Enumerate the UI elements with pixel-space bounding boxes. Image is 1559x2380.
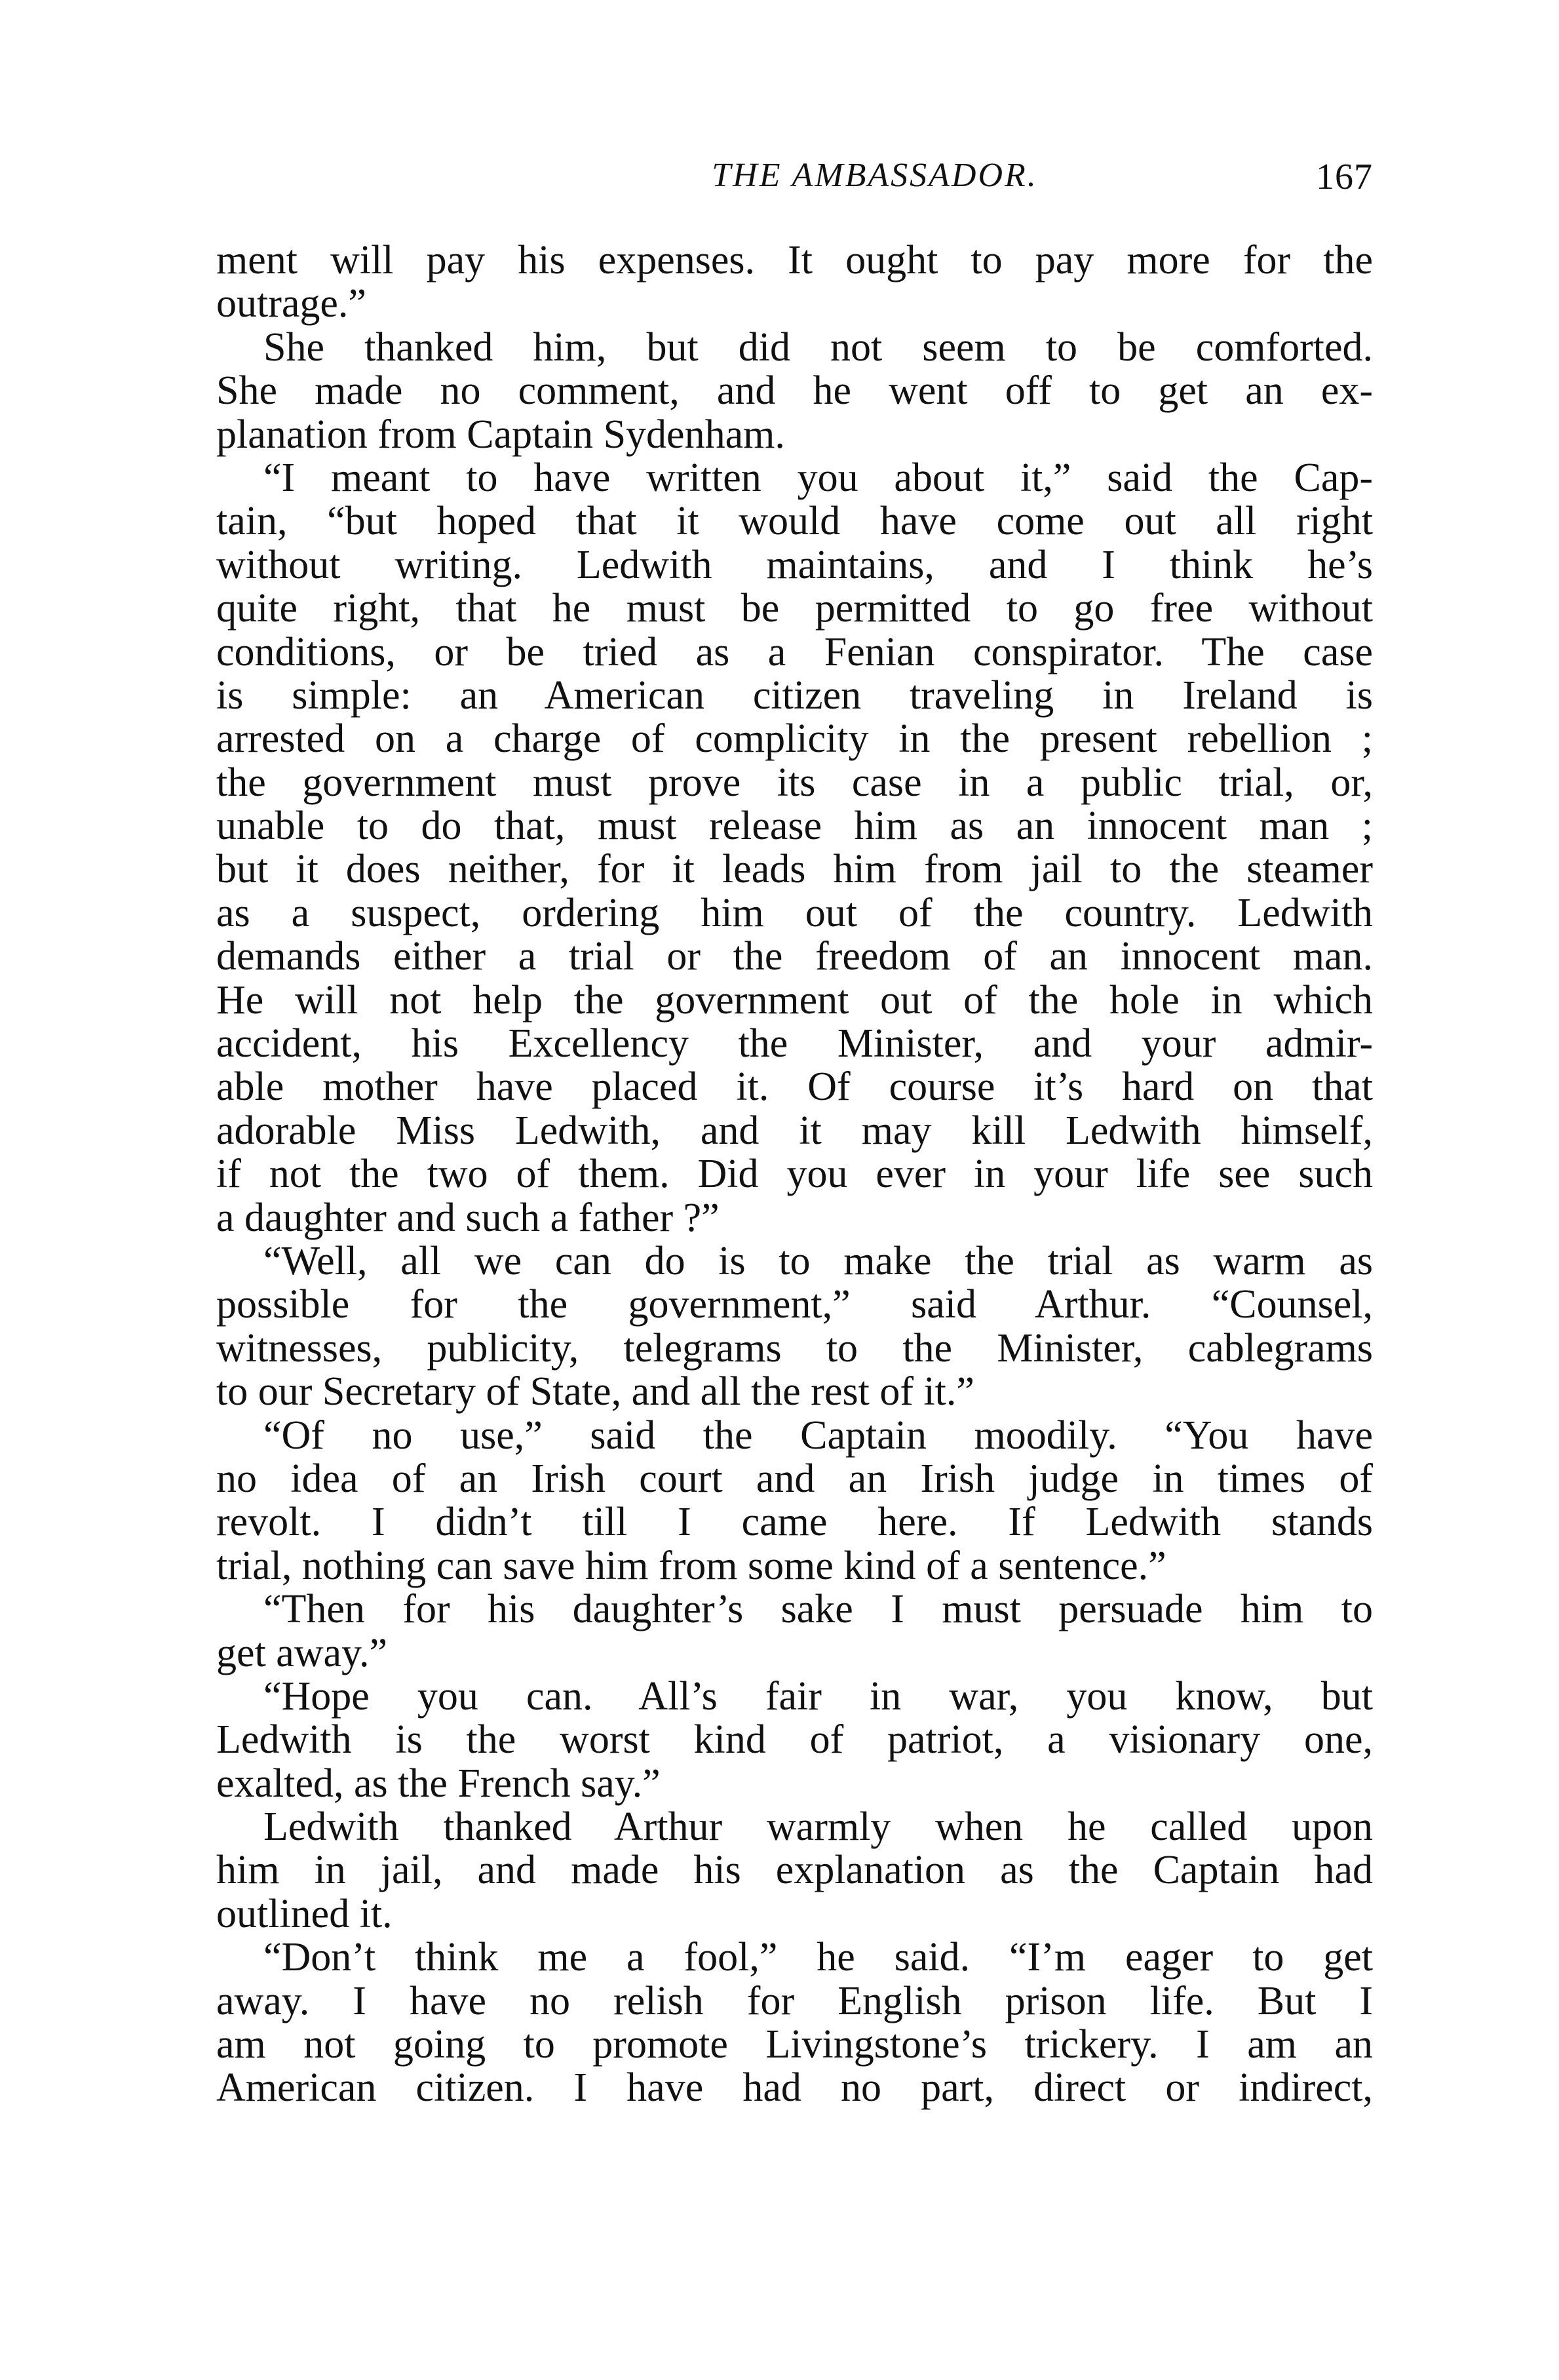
text-line: if not the two of them. Did you ever in your life see such	[216, 1152, 1373, 1197]
text-line: quite right, that he must be permitted to go free without	[216, 586, 1373, 631]
text-line: arrested on a charge of complicity in the present rebellion ;	[216, 716, 1373, 762]
text-line: revolt. I didn’t till I came here. If Ledwith stands	[216, 1500, 1373, 1545]
text-line: She thanked him, but did not seem to be comforted.	[263, 324, 1373, 370]
page-number: 167	[1316, 157, 1373, 197]
text-line: “Well, all we can do is to make the trial as warm as	[263, 1238, 1373, 1283]
text-line: as a suspect, ordering him out of the country. Ledwith	[216, 890, 1373, 935]
text-line: away. I have no relish for English prison life. But I	[216, 1978, 1373, 2023]
text-line: without writing. Ledwith maintains, and I think he’s	[216, 542, 1373, 587]
text-line: “Don’t think me a fool,” he said. “I’m eager to get	[263, 1935, 1373, 1980]
text-line: “Then for his daughter’s sake I must persuade him to	[263, 1587, 1373, 1632]
text-line: She made no comment, and he went off to get an ex-	[216, 368, 1373, 414]
text-line: exalted, as the French say.”	[216, 1761, 661, 1806]
text-line: no idea of an Irish court and an Irish judge in times of	[216, 1456, 1373, 1501]
text-line: “I meant to have written you about it,” said the Cap-	[263, 455, 1373, 500]
body-text	[216, 239, 1373, 2110]
text-line: possible for the government,” said Arthur. “Counsel,	[216, 1282, 1373, 1327]
text-line: conditions, or be tried as a Fenian conspirator. The case	[216, 629, 1373, 674]
text-line: is simple: an American citizen traveling in Ireland is	[216, 673, 1373, 718]
text-line: ment will pay his expenses. It ought to pay more for the	[216, 238, 1373, 283]
text-line: witnesses, publicity, telegrams to the Minister, cablegrams	[216, 1325, 1373, 1371]
text-line: American citizen. I have had no part, direct or indirect,	[216, 2065, 1373, 2111]
text-line: a daughter and such a father ?”	[216, 1195, 720, 1240]
text-line: to our Secretary of State, and all the rest of it.”	[216, 1369, 974, 1414]
text-line: unable to do that, must release him as an innocent man ;	[216, 804, 1373, 849]
text-line: outlined it.	[216, 1891, 393, 1936]
text-line: planation from Captain Sydenham.	[216, 412, 785, 457]
text-line: the government must prove its case in a public trial, or,	[216, 760, 1373, 805]
text-line: outrage.”	[216, 281, 366, 326]
text-line: Ledwith thanked Arthur warmly when he called upon	[263, 1805, 1373, 1850]
text-line: able mother have placed it. Of course it’s hard on that	[216, 1064, 1373, 1110]
text-line: Ledwith is the worst kind of patriot, a visionary one,	[216, 1717, 1373, 1763]
text-line: get away.”	[216, 1630, 388, 1675]
text-line: adorable Miss Ledwith, and it may kill Ledwith himself,	[216, 1108, 1373, 1153]
text-line: He will not help the government out of the hole in which	[216, 977, 1373, 1023]
page-header	[216, 156, 1373, 203]
text-line: am not going to promote Livingstone’s trickery. I am an	[216, 2022, 1373, 2067]
text-line: accident, his Excellency the Minister, and your admir-	[216, 1021, 1373, 1066]
text-line: him in jail, and made his explanation as the Captain had	[216, 1848, 1373, 1893]
text-line: “Hope you can. All’s fair in war, you know, but	[263, 1673, 1373, 1719]
running-title: THE AMBASSADOR.	[712, 157, 1038, 194]
text-line: “Of no use,” said the Captain moodily. “You have	[263, 1413, 1373, 1458]
text-line: but it does neither, for it leads him from jail to the steamer	[216, 847, 1373, 892]
text-line: demands either a trial or the freedom of an innocent man.	[216, 934, 1373, 979]
text-line: tain, “but hoped that it would have come out all right	[216, 499, 1373, 544]
text-line: trial, nothing can save him from some kind of a sentence.”	[216, 1543, 1166, 1588]
